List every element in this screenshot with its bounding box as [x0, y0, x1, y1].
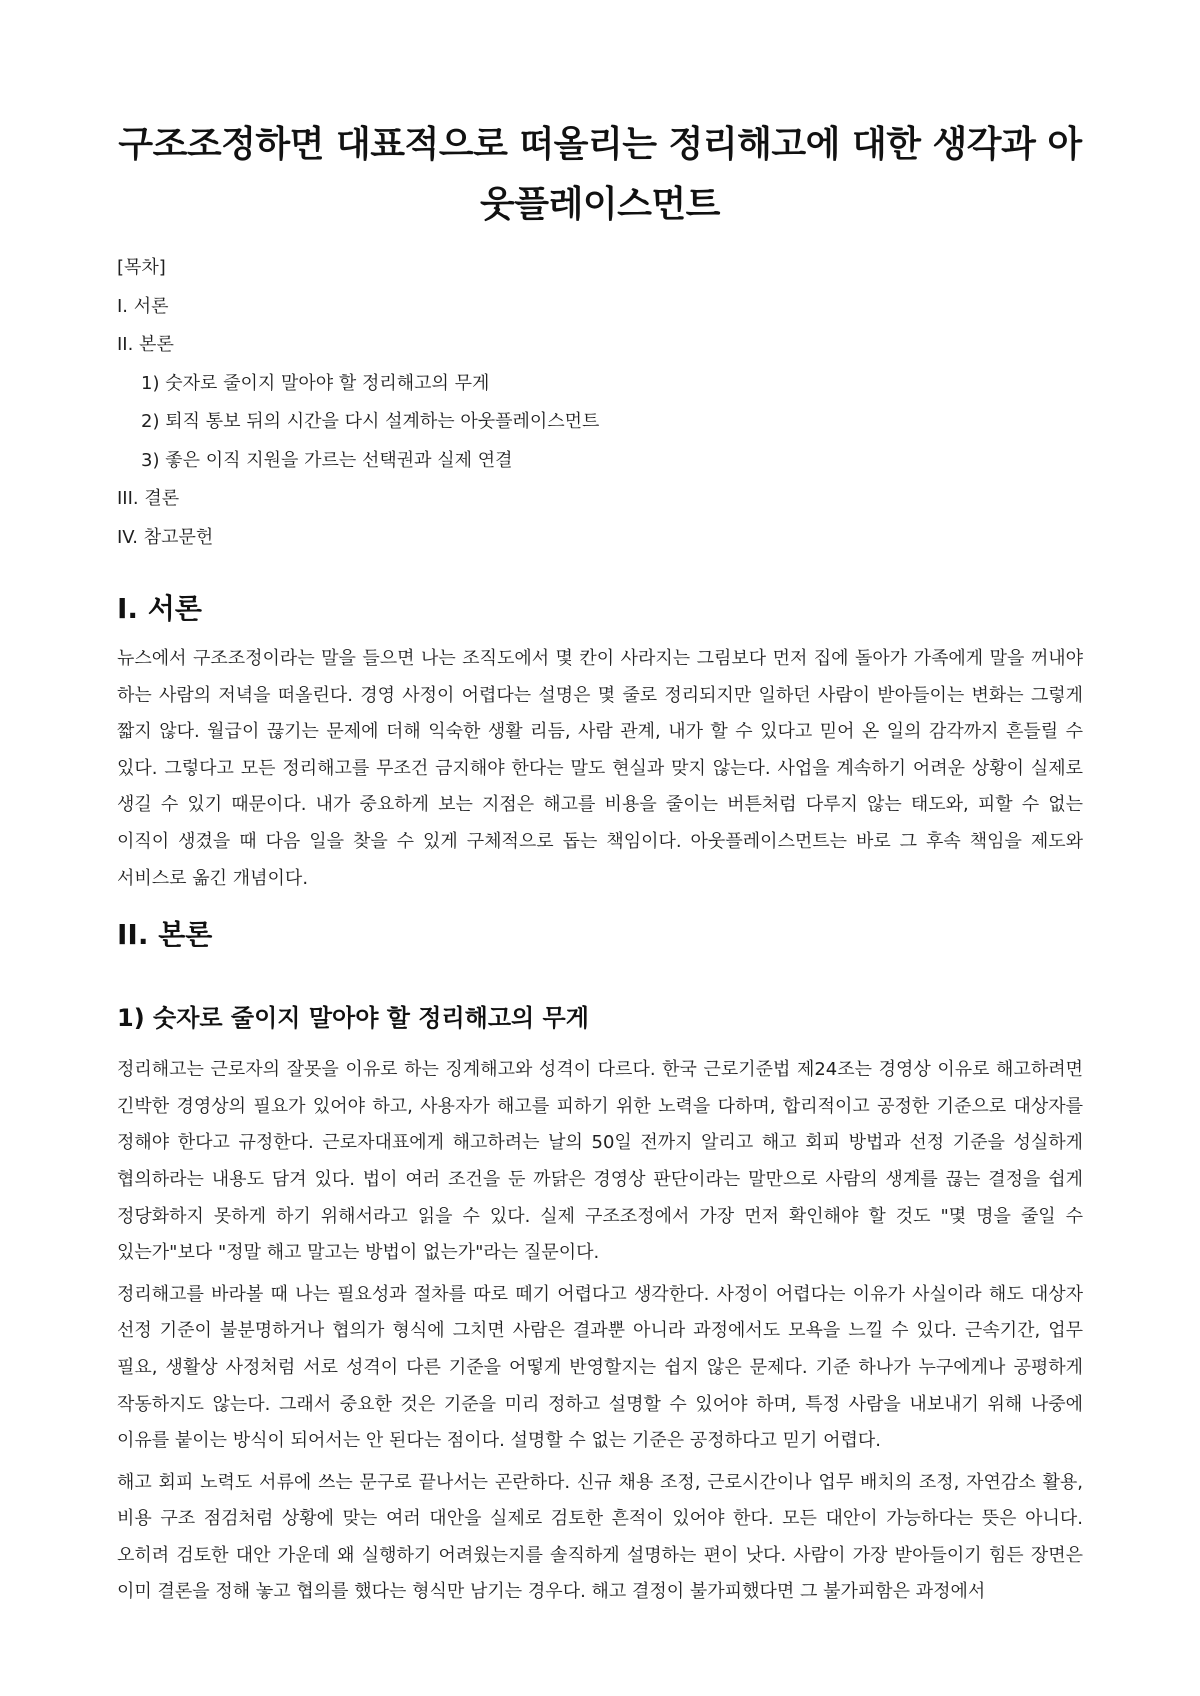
document-title: 구조조정하면 대표적으로 떠올리는 정리해고에 대한 생각과 아웃플레이스먼트 — [118, 124, 1082, 225]
table-of-contents — [117, 249, 1083, 557]
section-heading: II. 본론 — [117, 918, 213, 952]
paragraph: 해고 회피 노력도 서류에 쓰는 문구로 끝나서는 곤란하다. 신규 채용 조정, 근로시간이나 업무 배치의 조정, 자연감소 활용, 비용 구조 점검처럼 상황에 맞는 여러 대안을 실제로 검토한 흔적이 있어야 한다. 모든 대안이 가능하다는 뜻은 아니다. 오히려 검토한 대안 가운데 왜 실행하기 어려웠는지를 솔직하게 설명하는 편이 낫다. 사람이 가장 받아들이기 힘든 장면은 이미 결론을 정해 놓고 협의를 했다는 형식만 남기는 경우다. 해고 결정이 불가피했다면 그 불가피함은 과정에서 — [117, 1471, 1083, 1603]
toc-subitem: 1) 숫자로 줄이지 말아야 할 정리해고의 무게 — [141, 372, 490, 394]
toc-item-conclusion: III. 결론 — [117, 488, 180, 509]
subsection — [117, 1000, 1083, 1611]
toc-heading: [목차] — [117, 257, 166, 278]
section-body — [117, 915, 1083, 1611]
toc-item-references: IV. 참고문헌 — [117, 526, 214, 548]
paragraph: 정리해고는 근로자의 잘못을 이유로 하는 징계해고와 성격이 다르다. 한국 근로기준법 제24조는 경영상 이유로 해고하려면 긴박한 경영상의 필요가 있어야 하고, 사용자가 해고를 피하기 위한 노력을 다하며, 합리적이고 공정한 기준으로 대상자를 정해야 한다고 규정한다. 근로자대표에게 해고하려는 날의 50일 전까지 알리고 해고 회피 방법과 선정 기준을 성실하게 협의하라는 내용도 담겨 있다. 법이 여러 조건을 둔 까닭은 경영상 판단이라는 말만으로 사람의 생계를 끊는 결정을 쉽게 정당화하지 못하게 하기 위해서라고 읽을 수 있다. 실제 구조조정에서 가장 먼저 확인해야 할 것도 "몇 명을 줄일 수 있는가"보다 "정말 해고 말고는 방법이 없는가"라는 질문이다. — [117, 1059, 1083, 1264]
paragraph: 정리해고를 바라볼 때 나는 필요성과 절차를 따로 떼기 어렵다고 생각한다. 사정이 어렵다는 이유가 사실이라 해도 대상자 선정 기준이 불분명하거나 협의가 형식에 그치면 사람은 결과뿐 아니라 과정에서도 모욕을 느낄 수 있다. 근속기간, 업무 필요, 생활상 사정처럼 서로 성격이 다른 기준을 어떻게 반영할지는 쉽지 않은 문제다. 기준 하나가 누구에게나 공평하게 작동하지도 않는다. 그래서 중요한 것은 기준을 미리 정하고 설명할 수 있어야 하며, 특정 사람을 내보내기 위해 나중에 이유를 붙이는 방식이 되어서는 안 된다는 점이다. 설명할 수 없는 기준은 공정하다고 믿기 어렵다. — [117, 1283, 1083, 1452]
toc-item-introduction: I. 서론 — [117, 295, 169, 317]
toc-subitem: 3) 좋은 이직 지원을 가르는 선택권과 실제 연결 — [141, 449, 513, 471]
paragraph: 뉴스에서 구조조정이라는 말을 들으면 나는 조직도에서 몇 칸이 사라지는 그림보다 먼저 집에 돌아가 가족에게 말을 꺼내야 하는 사람의 저녁을 떠올린다. 경영 사정이 어렵다는 설명은 몇 줄로 정리되지만 일하던 사람이 받아들이는 변화는 그렇게 짧지 않다. 월급이 끊기는 문제에 더해 익숙한 생활 리듬, 사람 관계, 내가 할 수 있다고 믿어 온 일의 감각까지 흔들릴 수 있다. 그렇다고 모든 정리해고를 무조건 금지해야 한다는 말도 현실과 맞지 않는다. 사업을 계속하기 어려운 상황이 실제로 생길 수 있기 때문이다. 내가 중요하게 보는 지점은 해고를 비용을 줄이는 버튼처럼 다루지 않는 태도와, 피할 수 없는 이직이 생겼을 때 다음 일을 찾을 수 있게 구체적으로 돕는 책임이다. 아웃플레이스먼트는 바로 그 후속 책임을 제도와 서비스로 옮긴 개념이다. — [117, 648, 1083, 889]
toc-subitem: 2) 퇴직 통보 뒤의 시간을 다시 설계하는 아웃플레이스먼트 — [141, 411, 600, 432]
toc-item-body: II. 본론 — [117, 334, 174, 355]
subsection-heading: 1) 숫자로 줄이지 말아야 할 정리해고의 무게 — [117, 1004, 589, 1033]
section-introduction — [117, 589, 1083, 897]
section-heading: I. 서론 — [117, 592, 202, 625]
